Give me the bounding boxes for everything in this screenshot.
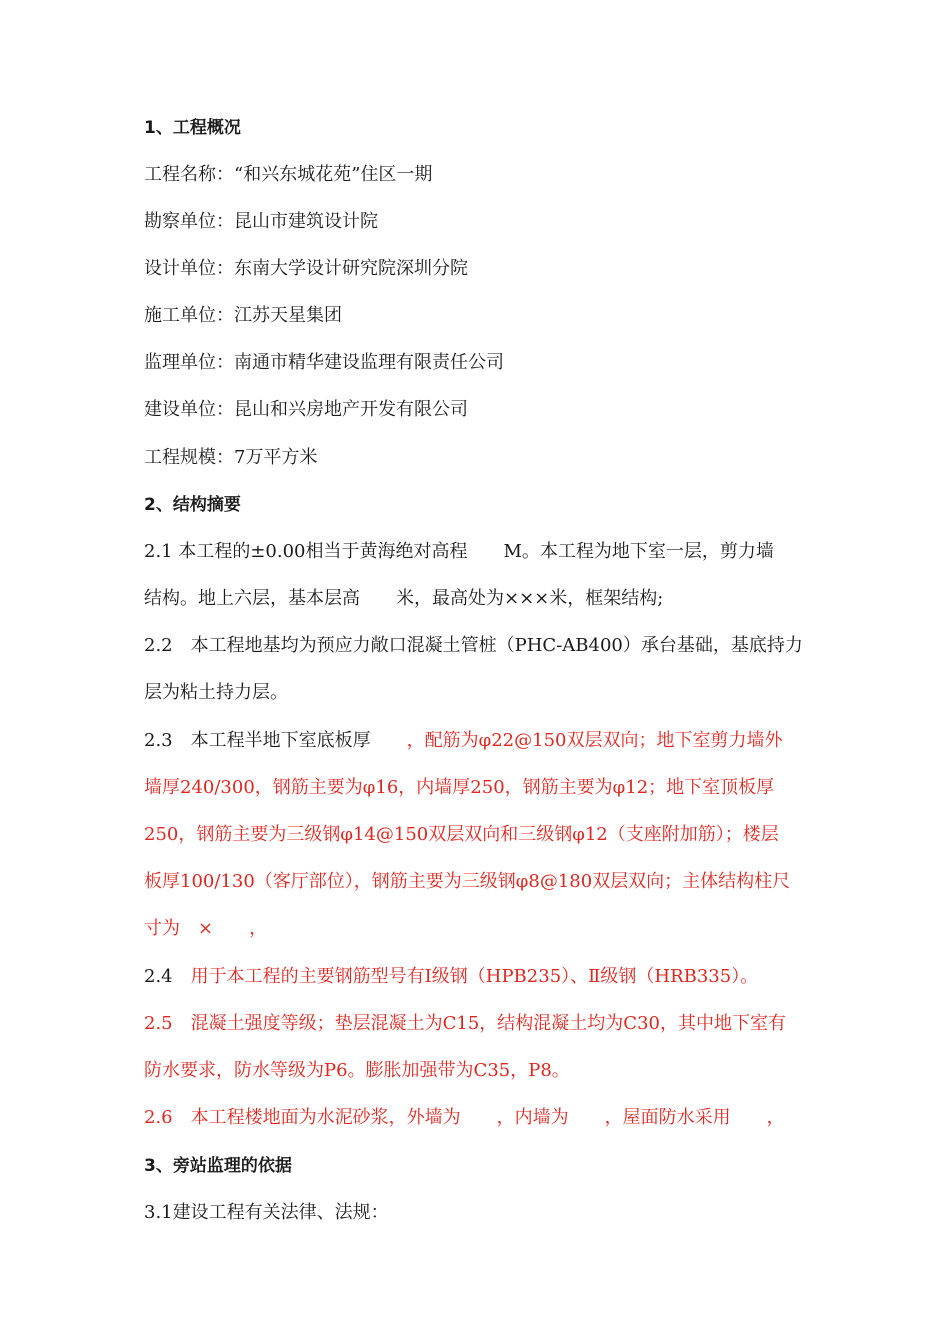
para-2-1-line-1: 2.1 本工程的±0.00相当于黄海绝对高程 M。本工程为地下室一层，剪力墙 (144, 541, 774, 562)
construction-unit: 施工单位：江苏天星集团 (144, 305, 342, 326)
para-2-2-line-2: 层为粘土持力层。 (144, 682, 288, 703)
para-2-3-red-text: ，配筋为φ22@150双层双向；地下室剪力墙外 (406, 730, 783, 751)
para-2-5-line-1: 2.5 混凝土强度等级；垫层混凝土为C15，结构混凝土均为C30，其中地下室有 (144, 1013, 786, 1034)
para-2-1-line-2: 结构。地上六层，基本层高 米，最高处为×××米，框架结构; (144, 588, 664, 609)
survey-unit: 勘察单位：昆山市建筑设计院 (144, 211, 378, 232)
para-2-4-prefix: 2.4 (144, 966, 191, 987)
para-2-3-line-3: 250，钢筋主要为三级钢φ14@150双层双向和三级钢φ12（支座附加筋）；楼层 (144, 824, 779, 845)
para-2-4 (144, 965, 814, 989)
section-3-heading: 3、旁站监理的依据 (144, 1156, 292, 1176)
supervision-unit: 监理单位：南通市精华建设监理有限责任公司 (144, 352, 504, 373)
para-2-6: 2.6 本工程楼地面为水泥砂浆，外墙为 ，内墙为 ，屋面防水采用 ， (144, 1107, 785, 1128)
para-2-3-line-4: 板厚100/130（客厅部位），钢筋主要为三级钢φ8@180双层双向；主体结构柱尺 (144, 871, 791, 892)
project-scale: 工程规模：7万平方米 (144, 447, 318, 468)
para-2-4-red-text: 用于本工程的主要钢筋型号有Ⅰ级钢（HPB235）、Ⅱ级钢（HRB335）。 (190, 966, 759, 987)
section-2-heading: 2、结构摘要 (144, 495, 241, 515)
para-2-5-line-2: 防水要求，防水等级为P6。膨胀加强带为C35，P8。 (144, 1060, 570, 1081)
para-2-3-line-2: 墙厚240/300，钢筋主要为φ16，内墙厚250，钢筋主要为φ12；地下室顶板厚 (144, 777, 775, 798)
para-2-3-line-1 (144, 729, 814, 753)
project-name: 工程名称：“和兴东城花苑”住区一期 (144, 164, 433, 185)
para-2-3-line-5: 寸为 × ， (144, 918, 268, 939)
para-2-2-line-1: 2.2 本工程地基均为预应力敞口混凝土管桩（PHC-AB400）承台基础，基底持力 (144, 635, 803, 656)
para-2-3-prefix: 2.3 本工程半地下室底板厚 (144, 730, 407, 751)
owner-unit: 建设单位：昆山和兴房地产开发有限公司 (144, 399, 468, 420)
para-3-1: 3.1建设工程有关法律、法规： (144, 1202, 389, 1223)
section-1-heading: 1、工程概况 (144, 118, 241, 138)
design-unit: 设计单位：东南大学设计研究院深圳分院 (144, 258, 468, 279)
